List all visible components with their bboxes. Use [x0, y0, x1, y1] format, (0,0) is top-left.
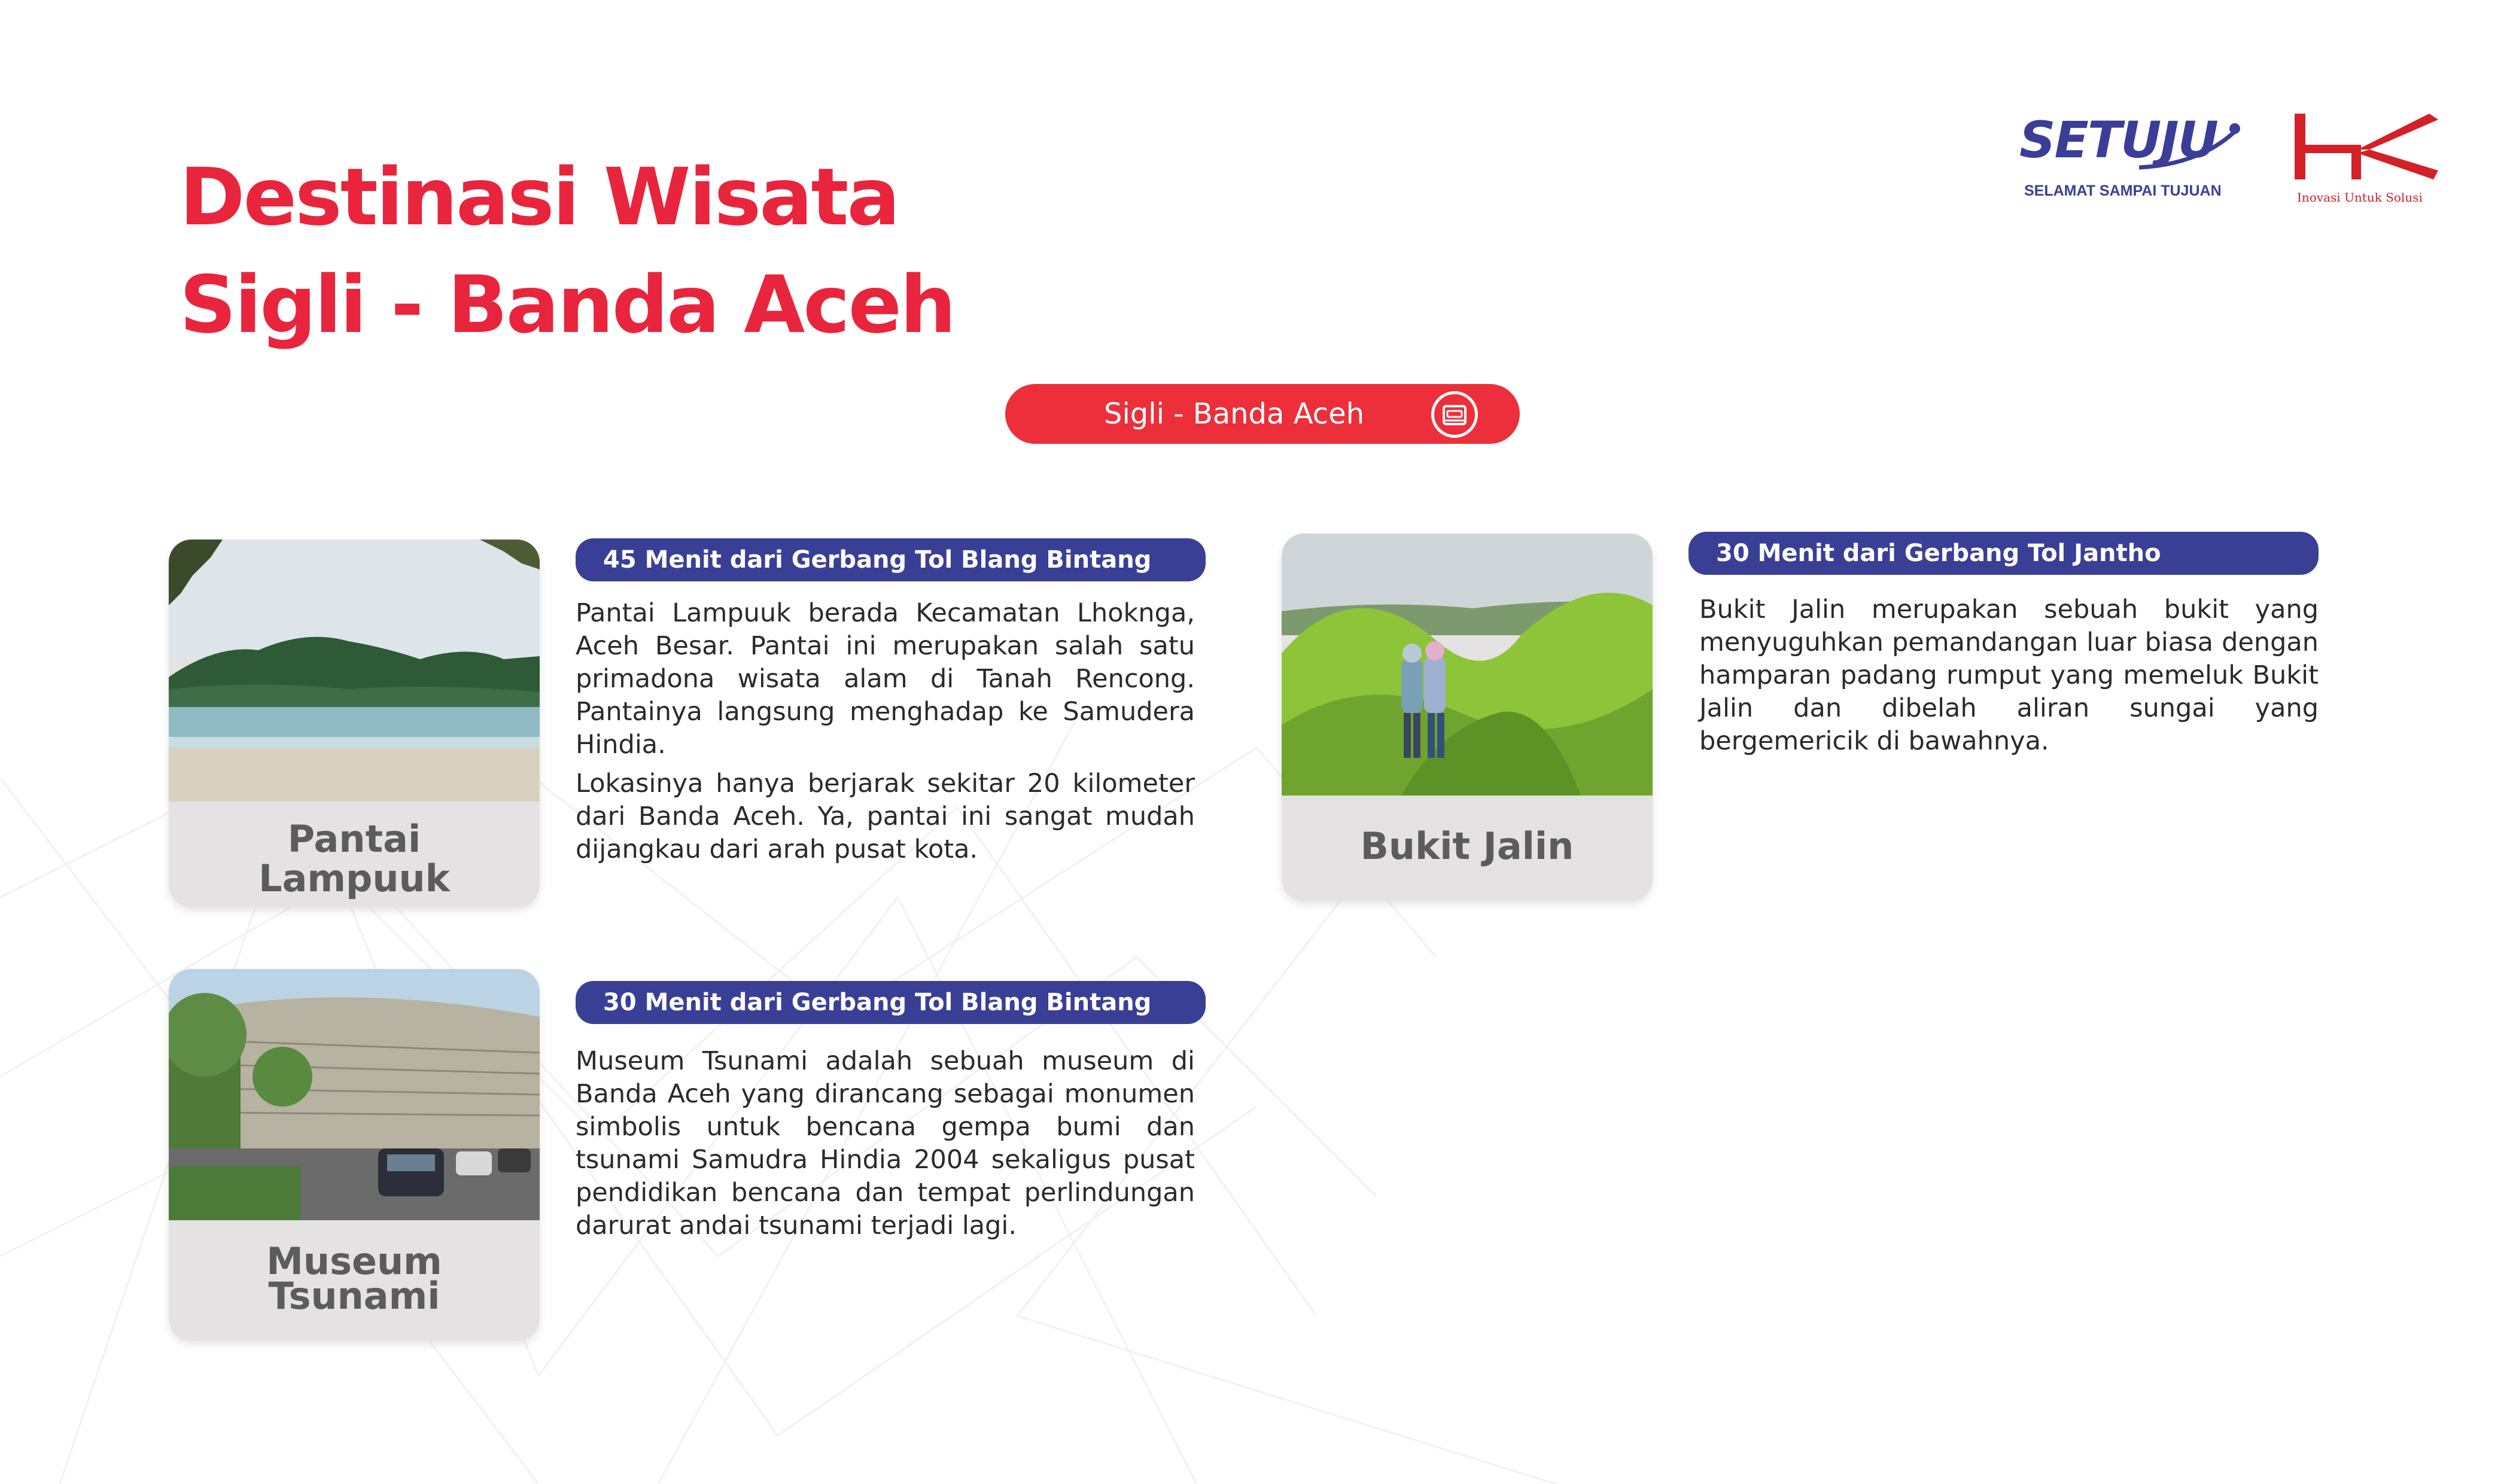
bukit-jalin-description	[1699, 593, 2319, 764]
bukit-jalin-photo	[1282, 534, 1653, 796]
bukit-jalin-paragraph-1: Bukit Jalin merupakan sebuah bukit yang menyuguhkan pemandangan luar biasa dengan hamparan padang rumput yang memeluk Bukit Jalin dan dibelah aliran sungai yang bergemericik di bawahnya.	[1699, 595, 2319, 756]
hk-logo-tagline: Inovasi Untuk Solusi	[2297, 190, 2423, 205]
hk-logo	[2295, 114, 2444, 209]
setuju-logo-tagline: SELAMAT SAMPAI TUJUAN	[2024, 182, 2222, 199]
pantai-lampuuk-title-line-1: Pantai	[287, 817, 421, 861]
toll-gate-icon	[1431, 391, 1478, 438]
destination-card-bukit-jalin	[1282, 534, 1653, 901]
museum-tsunami-description	[576, 1045, 1195, 1248]
title-line-2: Sigli - Banda Aceh	[180, 259, 955, 351]
route-label: Sigli - Banda Aceh	[1104, 397, 1365, 431]
bukit-jalin-time-badge: 30 Menit dari Gerbang Tol Jantho	[1688, 532, 2319, 575]
pantai-lampuuk-description	[576, 597, 1195, 872]
page-title	[180, 144, 1077, 359]
pantai-lampuuk-paragraph-1: Pantai Lampuuk berada Kecamatan Lhoknga, Aceh Besar. Pantai ini merupakan salah satu primadona wisata alam di Tanah Rencong. Pantainya langsung menghadap ke Samudera Hindia.	[576, 598, 1195, 760]
title-line-1: Destinasi Wisata	[180, 151, 899, 243]
route-pill	[1005, 384, 1520, 444]
swoosh-icon	[2127, 117, 2247, 176]
setuju-logo	[2019, 111, 2247, 206]
destination-card-pantai-lampuuk	[169, 540, 540, 907]
setuju-logo-word: SETUJU	[2019, 111, 2217, 169]
pantai-lampuuk-photo	[169, 540, 540, 802]
hk-logo-mark	[2295, 114, 2438, 182]
bukit-jalin-title: Bukit Jalin	[1360, 824, 1574, 868]
museum-tsunami-title-line-2: Tsunami	[268, 1274, 440, 1318]
pantai-lampuuk-paragraph-2: Lokasinya hanya berjarak sekitar 20 kilometer dari Banda Aceh. Ya, pantai ini sangat mudah dijangkau dari arah pusat kota.	[576, 769, 1195, 864]
museum-tsunami-time-badge: 30 Menit dari Gerbang Tol Blang Bintang	[576, 981, 1206, 1024]
pantai-lampuuk-time-badge: 45 Menit dari Gerbang Tol Blang Bintang	[576, 538, 1206, 581]
museum-tsunami-paragraph-1: Museum Tsunami adalah sebuah museum di Banda Aceh yang dirancang sebagai monumen simbolis untuk bencana gempa bumi dan tsunami Samudra Hindia 2004 sekaligus pusat pendidikan bencana dan tempat perlindungan darurat andai tsunami terjadi lagi.	[576, 1046, 1195, 1241]
museum-tsunami-title-line-1: Museum	[266, 1239, 442, 1283]
destination-card-museum-tsunami	[169, 969, 540, 1341]
pantai-lampuuk-title-line-2: Lampuuk	[258, 857, 450, 900]
pantai-lampuuk-title	[169, 819, 540, 898]
museum-tsunami-photo	[169, 969, 540, 1220]
museum-tsunami-title	[169, 1239, 540, 1318]
